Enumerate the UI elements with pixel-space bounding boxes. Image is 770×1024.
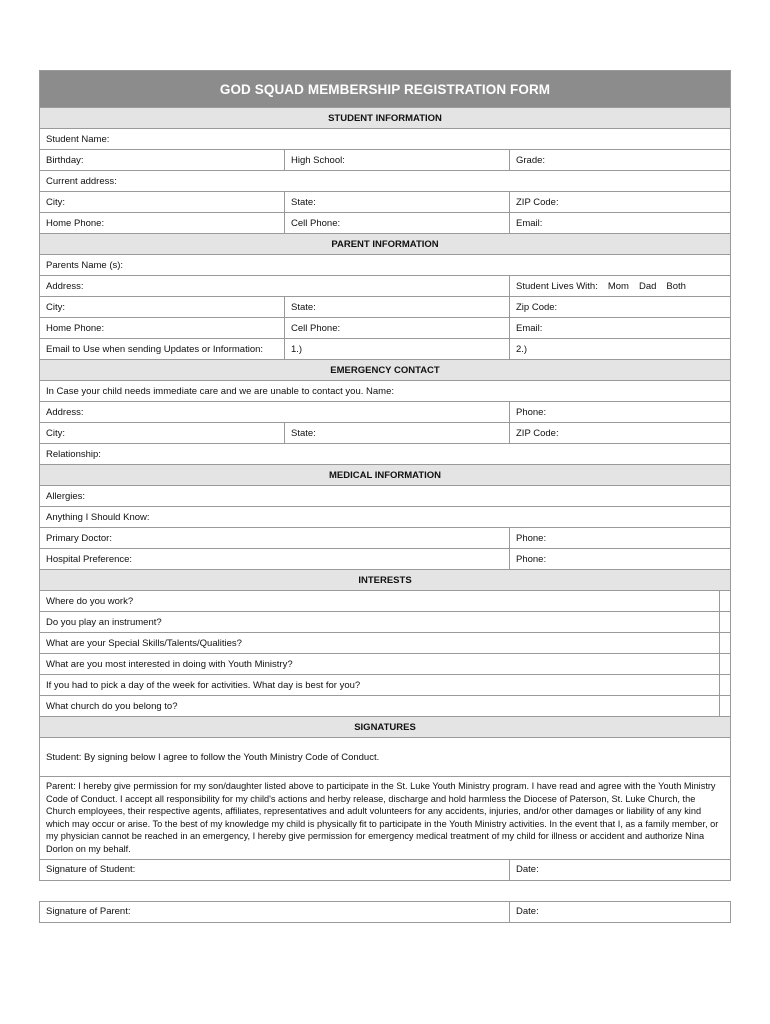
emergency-name-field[interactable]: In Case your child needs immediate care and we are unable to contact you. Name: <box>40 381 731 402</box>
student-cell-phone-field[interactable]: Cell Phone: <box>285 213 510 234</box>
emergency-zip-field[interactable]: ZIP Code: <box>510 423 731 444</box>
lives-with-label: Student Lives With: <box>516 280 598 292</box>
registration-form <box>39 70 730 923</box>
grade-field[interactable]: Grade: <box>510 150 731 171</box>
option-dad[interactable]: Dad <box>638 280 657 292</box>
current-address-field[interactable]: Current address: <box>40 171 731 192</box>
emergency-address-field[interactable]: Address: <box>40 402 510 423</box>
interest-answer-cell[interactable] <box>720 654 731 675</box>
interest-answer-cell[interactable] <box>720 612 731 633</box>
interest-answer-cell[interactable] <box>720 591 731 612</box>
parent-home-phone-field[interactable]: Home Phone: <box>40 318 285 339</box>
section-student-information: STUDENT INFORMATION <box>40 108 731 129</box>
section-emergency-contact: EMERGENCY CONTACT <box>40 360 731 381</box>
primary-doctor-field[interactable]: Primary Doctor: <box>40 528 510 549</box>
student-statement: Student: By signing below I agree to follow the Youth Ministry Code of Conduct. <box>40 738 731 777</box>
section-parent-information: PARENT INFORMATION <box>40 234 731 255</box>
option-both[interactable]: Both <box>666 280 686 292</box>
interest-question-work[interactable]: Where do you work? <box>40 591 720 612</box>
anything-to-know-field[interactable]: Anything I Should Know: <box>40 507 731 528</box>
parent-signature-field[interactable]: Signature of Parent: <box>40 901 510 922</box>
parent-city-field[interactable]: City: <box>40 297 285 318</box>
section-interests: INTERESTS <box>40 570 731 591</box>
interest-question-youth-ministry[interactable]: What are you most interested in doing with Youth Ministry? <box>40 654 720 675</box>
student-signature-field[interactable]: Signature of Student: <box>40 859 510 880</box>
parent-signature-table <box>39 901 731 923</box>
birthday-field[interactable]: Birthday: <box>40 150 285 171</box>
student-name-field[interactable]: Student Name: <box>40 129 731 150</box>
student-lives-with-field[interactable] <box>510 276 731 297</box>
parent-date-field[interactable]: Date: <box>510 901 731 922</box>
emergency-phone-field[interactable]: Phone: <box>510 402 731 423</box>
relationship-field[interactable]: Relationship: <box>40 444 731 465</box>
allergies-field[interactable]: Allergies: <box>40 486 731 507</box>
student-city-field[interactable]: City: <box>40 192 285 213</box>
update-email-2-field[interactable]: 2.) <box>510 339 731 360</box>
parent-state-field[interactable]: State: <box>285 297 510 318</box>
option-mom[interactable]: Mom <box>607 280 629 292</box>
parent-zip-field[interactable]: Zip Code: <box>510 297 731 318</box>
interest-answer-cell[interactable] <box>720 696 731 717</box>
hospital-preference-field[interactable]: Hospital Preference: <box>40 549 510 570</box>
form-table <box>39 70 731 881</box>
section-signatures: SIGNATURES <box>40 717 731 738</box>
student-date-field[interactable]: Date: <box>510 859 731 880</box>
student-email-field[interactable]: Email: <box>510 213 731 234</box>
email-updates-label: Email to Use when sending Updates or Information: <box>40 339 285 360</box>
parent-email-field[interactable]: Email: <box>510 318 731 339</box>
section-medical-information: MEDICAL INFORMATION <box>40 465 731 486</box>
form-title: GOD SQUAD MEMBERSHIP REGISTRATION FORM <box>40 71 731 108</box>
parents-name-field[interactable]: Parents Name (s): <box>40 255 731 276</box>
parent-statement: Parent: I hereby give permission for my son/daughter listed above to participate in the St. Luke Youth Ministry program. I have read and agree with the Youth Ministry Code of Conduct. I accept all responsibility for my child's actions and herby release, discharge and hold harmless the Diocese of Paterson, St. Luke Church, the Church employees, their respective agents, affiliates, representatives and adult volunteers for any accidents, injuries, and/or other damages or liability of any kind which may occur or arise. To the best of my knowledge my child is physically fit to participate in the Youth Ministry activities. In the event that I, as a family member, or my physician cannot be reached in an emergency, I hereby give permission for emergency medical treatment of my child for illness or accident and authorize Nina Dorlon on my behalf. <box>40 777 731 860</box>
interest-answer-cell[interactable] <box>720 633 731 654</box>
interest-question-church[interactable]: What church do you belong to? <box>40 696 720 717</box>
interest-answer-cell[interactable] <box>720 675 731 696</box>
high-school-field[interactable]: High School: <box>285 150 510 171</box>
hospital-phone-field[interactable]: Phone: <box>510 549 731 570</box>
doctor-phone-field[interactable]: Phone: <box>510 528 731 549</box>
student-zip-field[interactable]: ZIP Code: <box>510 192 731 213</box>
emergency-city-field[interactable]: City: <box>40 423 285 444</box>
interest-question-day[interactable]: If you had to pick a day of the week for activities. What day is best for you? <box>40 675 720 696</box>
emergency-state-field[interactable]: State: <box>285 423 510 444</box>
student-state-field[interactable]: State: <box>285 192 510 213</box>
parent-address-field[interactable]: Address: <box>40 276 510 297</box>
interest-question-instrument[interactable]: Do you play an instrument? <box>40 612 720 633</box>
parent-cell-phone-field[interactable]: Cell Phone: <box>285 318 510 339</box>
update-email-1-field[interactable]: 1.) <box>285 339 510 360</box>
interest-question-skills[interactable]: What are your Special Skills/Talents/Qualities? <box>40 633 720 654</box>
student-home-phone-field[interactable]: Home Phone: <box>40 213 285 234</box>
